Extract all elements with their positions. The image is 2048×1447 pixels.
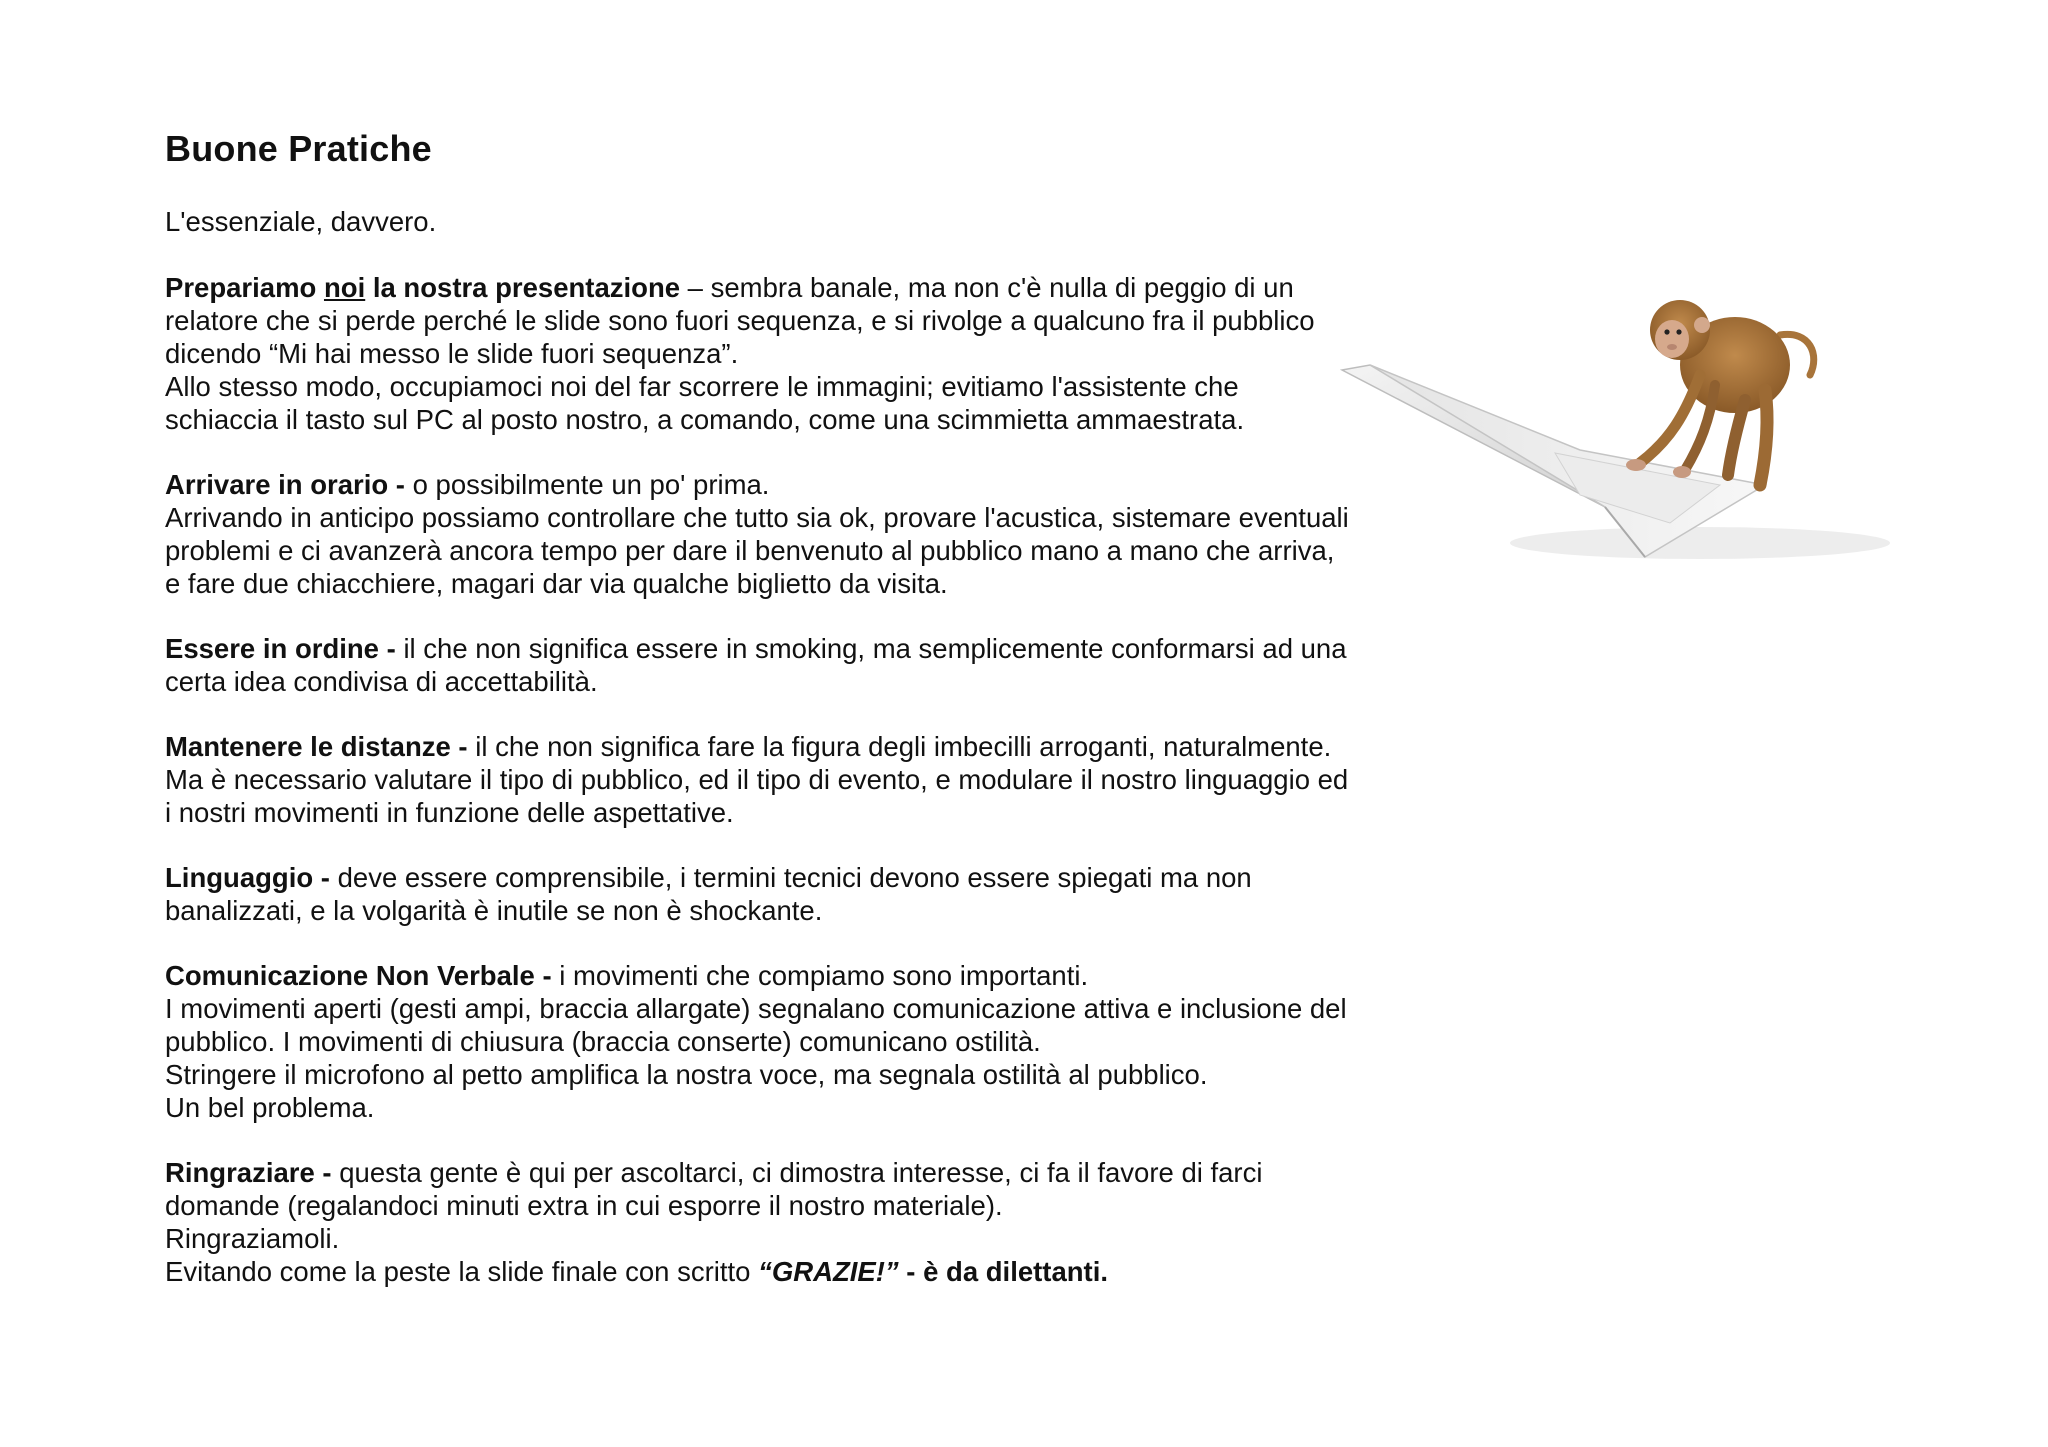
section-ringraziare: Ringraziare - questa gente è qui per ascoltarci, ci dimostra interesse, ci fa il favore di farci domande (regalandoci minuti extra in cui esporre il nostro materiale). Ringraziamoli. Evitando come la peste la slide finale con scritto “GRAZIE!” - è da dilettanti. [165,1157,1263,1287]
section-text: il che non significa essere in smoking, ma semplicemente conformarsi ad una certa idea condivisa di accettabilità. [165,633,1347,697]
monkey-hand [1626,459,1646,471]
monkey-eye [1676,329,1681,334]
section-text: Ringraziamoli. [165,1223,340,1254]
section-text: i movimenti che compiamo sono importanti. [559,960,1089,991]
monkey-eye [1664,329,1669,334]
page-title: Buone Pratiche [165,128,432,169]
monkey-hand [1673,466,1691,478]
section-distanze: Mantenere le distanze - il che non significa fare la figura degli imbecilli arroganti, naturalmente. Ma è necessario valutare il tipo di pubblico, ed il tipo di evento, e modulare il nostro linguaggio ed i nostri movimenti in funzione delle aspettative. [165,731,1349,828]
intro-text: L'essenziale, davvero. [165,206,437,237]
section-text: Arrivando in anticipo possiamo controllare che tutto sia ok, provare l'acustica, sistemare eventuali problemi e ci avanzerà ancora tempo per dare il benvenuto al pubblico mano a mano che arriva, e fare due chiacchiere, magari dar via qualche biglietto da visita. [165,502,1349,599]
document-body [165,205,1355,1320]
section-presentazione: Prepariamo noi la nostra presentazione – sembra banale, ma non c'è nulla di peggio di un relatore che si perde perché le slide sono fuori sequenza, e si rivolge a qualcuno fra il pubblico dicendo “Mi hai messo le slide fuori sequenza”. Allo stesso modo, occupiamoci noi del far scorrere le immagini; evitiamo l'assistente che schiaccia il tasto sul PC al posto nostro, a comando, come una scimmietta ammaestrata. [165,272,1315,435]
monkey-ear [1694,317,1710,333]
section-heading: Linguaggio [165,862,314,893]
section-heading: Essere in ordine [165,633,379,664]
monkey-on-laptop-illustration [1340,275,1900,575]
emphasis-grazie: “GRAZIE!” [758,1256,899,1287]
section-text: Evitando come la peste la slide finale con scritto [165,1256,759,1287]
shadow [1510,527,1890,559]
section-heading: Ringraziare [165,1157,315,1188]
section-orario: Arrivare in orario - o possibilmente un po' prima. Arrivando in anticipo possiamo controllare che tutto sia ok, provare l'acustica, sistemare eventuali problemi e ci avanzerà ancora tempo per dare il benvenuto al pubblico mano a mano che arriva, e fare due chiacchiere, magari dar via qualche biglietto da visita. [165,469,1349,599]
underlined-word: noi [323,272,366,303]
section-heading: Comunicazione Non Verbale [165,960,535,991]
section-ordine: Essere in ordine - il che non significa essere in smoking, ma semplicemente conformarsi ad una certa idea condivisa di accettabilità. [165,633,1347,697]
section-text: deve essere comprensibile, i termini tecnici devono essere spiegati ma non banalizzati, e la volgarità è inutile se non è shockante. [165,862,1252,926]
section-text: sembra banale, ma non c'è nulla di peggio di un relatore che si perde perché le slide sono fuori sequenza, e si rivolge a qualcuno fra il pubblico dicendo “Mi hai messo le slide fuori sequenza”. [165,272,1315,369]
section-text: Un bel problema. [165,1092,375,1123]
section-heading: Prepariamo noi la nostra presentazione [165,272,681,303]
section-text: Stringere il microfono al petto amplifica la nostra voce, ma segnala ostilità al pubblico. [165,1059,1208,1090]
section-non-verbale: Comunicazione Non Verbale - i movimenti che compiamo sono importanti. I movimenti aperti (gesti ampi, braccia allargate) segnalano comunicazione attiva e inclusione del pubblico. I movimenti di chiusura (braccia conserte) comunicano ostilità. Stringere il microfono al petto amplifica la nostra voce, ma segnala ostilità al pubblico. Un bel problema. [165,960,1347,1123]
section-text: I movimenti aperti (gesti ampi, braccia allargate) segnalano comunicazione attiva e inclusione del pubblico. I movimenti di chiusura (braccia conserte) comunicano ostilità. [165,993,1347,1057]
section-linguaggio: Linguaggio - deve essere comprensibile, i termini tecnici devono essere spiegati ma non banalizzati, e la volgarità è inutile se non è shockante. [165,862,1252,926]
section-text: il che non significa fare la figura degli imbecilli arroganti, naturalmente. [475,731,1332,762]
section-text: Ma è necessario valutare il tipo di pubblico, ed il tipo di evento, e modulare il nostro linguaggio ed i nostri movimenti in funzione delle aspettative. [165,764,1349,828]
monkey-face [1655,320,1689,358]
section-heading: Arrivare in orario [165,469,389,500]
monkey-leg [1760,390,1767,485]
section-heading: Mantenere le distanze [165,731,451,762]
section-text: o possibilmente un po' prima. [412,469,770,500]
section-text: questa gente è qui per ascoltarci, ci dimostra interesse, ci fa il favore di farci domande (regalandoci minuti extra in cui esporre il nostro materiale). [165,1157,1263,1221]
section-text: Allo stesso modo, occupiamoci noi del far scorrere le immagini; evitiamo l'assistente che schiaccia il tasto sul PC al posto nostro, a comando, come una scimmietta ammaestrata. [165,371,1245,435]
